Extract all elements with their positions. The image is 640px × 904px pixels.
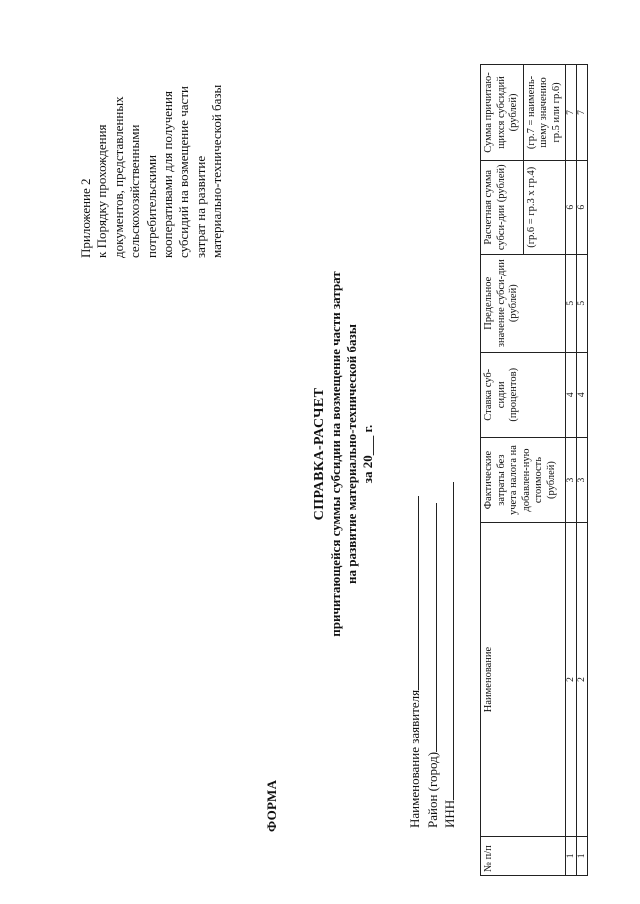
header-subsidy-rate: Ставка суб-сидии (процентов) [481, 352, 566, 437]
form-label: ФОРМА [264, 779, 279, 832]
district-field [424, 503, 437, 752]
header-calculated-subsidy: Расчетная сумма субси-дии (рублей) [481, 160, 524, 254]
applicant-name-row [406, 408, 424, 828]
header-actual-costs: Фактические затраты без учета налога на добавлен-ную стоимость (рублей) [481, 437, 566, 522]
table-cell: 4 [566, 352, 577, 437]
header-number: № п/п [481, 836, 566, 875]
table-cell: 6 [577, 160, 588, 254]
table-cell: 1 [566, 836, 577, 875]
appendix-line: материально-технической базы [209, 84, 225, 258]
table-cell: 1 [577, 836, 588, 875]
table-header-row [481, 65, 524, 876]
inn-label: ИНН [442, 799, 457, 828]
table-cell: 5 [566, 254, 577, 352]
table-cell: 7 [577, 65, 588, 161]
appendix-line: Приложение 2 [78, 178, 93, 258]
title-line: причитающейся суммы субсидии на возмещение части затрат [328, 271, 343, 637]
formula-due-subsidy: (гр.7 = наимень-шему значению гр.5 или гр.6) [523, 65, 566, 161]
table-cell: 3 [577, 437, 588, 522]
appendix-line: затрат на развитие [192, 155, 208, 258]
appendix-note [78, 8, 226, 258]
table-cell: 2 [566, 523, 577, 836]
district-row [424, 408, 442, 828]
table-cell: 3 [566, 437, 577, 522]
formula-calculated-subsidy: (гр.6 = гр.3 х гр.4) [523, 160, 566, 254]
table-cell: 4 [577, 352, 588, 437]
calculation-table [480, 64, 588, 876]
table-row [577, 65, 588, 876]
inn-row [441, 408, 459, 828]
appendix-line: документов, представленных [110, 96, 126, 258]
table-cell: 7 [566, 65, 577, 161]
title-line: на развитие материально-технической базы [344, 324, 359, 584]
header-name: Наименование [481, 523, 566, 836]
applicant-name-label: Наименование заявителя [407, 689, 422, 828]
appendix-line: к Порядку прохождения [94, 124, 110, 258]
table-row [566, 65, 577, 876]
document-title [312, 244, 376, 664]
header-due-subsidy: Сумма причитаю-щихся субсидий (рублей) [481, 65, 524, 161]
appendix-line: потребительскими [143, 154, 159, 258]
applicant-info [406, 408, 459, 828]
appendix-line: кооперативами для получения [160, 91, 176, 258]
applicant-name-field [406, 496, 419, 690]
inn-field [441, 482, 454, 800]
title-main: СПРАВКА-РАСЧЕТ [312, 387, 327, 521]
title-period: за 20___ г. [360, 424, 375, 484]
table-cell: 5 [577, 254, 588, 352]
table-cell: 6 [566, 160, 577, 254]
district-label: Район (город) [424, 751, 440, 828]
header-max-subsidy: Предельное значение субси-дии (рублей) [481, 254, 566, 352]
table-cell: 2 [577, 523, 588, 836]
appendix-line: сельскохозяйственными [127, 124, 143, 258]
appendix-line: субсидий на возмещение части [176, 86, 192, 258]
